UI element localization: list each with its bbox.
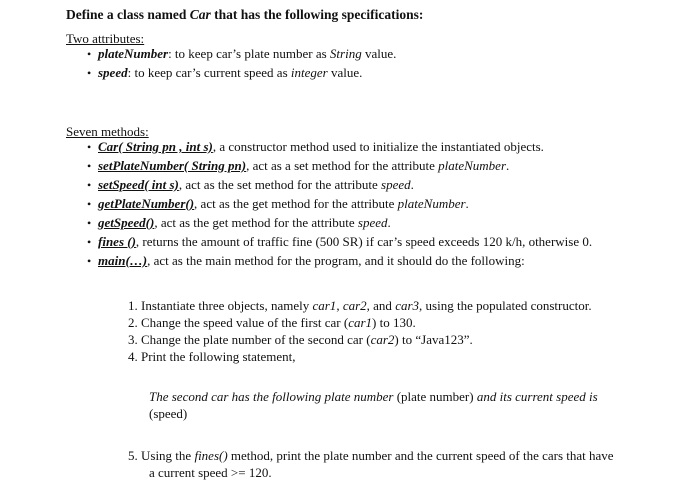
bullet-icon: • — [87, 254, 92, 268]
bullet-icon: • — [87, 140, 92, 154]
step-var: car1 — [312, 298, 337, 313]
method-attr: speed — [381, 177, 411, 192]
method-signature: Car( String pn , int s) — [98, 139, 213, 154]
method-desc-end: . — [410, 177, 414, 192]
step-var: car1 — [348, 315, 373, 330]
method-attr: plateNumber — [438, 158, 507, 173]
step-2 — [128, 315, 416, 331]
method-desc: , act as a set method for the attribute — [246, 158, 439, 173]
attribute-desc-end: value. — [361, 46, 397, 61]
method-desc: , returns the amount of traffic fine (500 SR) if car’s speed exceeds 120 k/h, otherwise 0. — [135, 234, 593, 249]
step-text: 3. Change the plate number of the second car ( — [128, 332, 371, 347]
statement-line-1 — [149, 389, 598, 405]
bullet-icon: • — [87, 66, 92, 80]
step-text: ) to 130. — [372, 315, 416, 330]
statement-line-2: (speed) — [149, 406, 188, 421]
step-5-continued: a current speed >= 120. — [149, 465, 272, 480]
attribute-name: speed — [98, 65, 128, 80]
attribute-desc-end: value. — [327, 65, 363, 80]
attribute-type: String — [329, 46, 362, 61]
title-suffix: that has the following specifications: — [210, 7, 424, 22]
method-signature: main(…) — [98, 253, 148, 268]
bullet-icon: • — [87, 216, 92, 230]
attribute-desc: : to keep car’s plate number as — [168, 46, 330, 61]
method-item — [87, 139, 544, 155]
method-desc-end: . — [465, 196, 469, 211]
statement-text: The second car has the following plate number — [149, 389, 394, 404]
step-var: car2 — [342, 298, 367, 313]
attributes-heading: Two attributes: — [66, 31, 145, 46]
method-desc: , act as the set method for the attribute — [178, 177, 382, 192]
method-signature: setSpeed( int s) — [98, 177, 179, 192]
method-signature: fines () — [98, 234, 136, 249]
method-signature: setPlateNumber( String pn) — [98, 158, 247, 173]
method-signature: getPlateNumber() — [98, 196, 195, 211]
method-desc-end: . — [387, 215, 391, 230]
step-5 — [128, 448, 614, 464]
bullet-icon: • — [87, 197, 92, 211]
method-item — [87, 253, 525, 269]
attribute-item — [87, 65, 362, 81]
method-item — [87, 158, 509, 174]
title-prefix: Define a class named — [66, 7, 190, 22]
bullet-icon: • — [87, 159, 92, 173]
step-var: car3 — [395, 298, 420, 313]
method-item — [87, 234, 592, 250]
method-desc: , act as the get method for the attribute — [154, 215, 358, 230]
method-desc: , act as the get method for the attribute — [194, 196, 398, 211]
step-text: 2. Change the speed value of the first car ( — [128, 315, 349, 330]
step-var: car2 — [370, 332, 395, 347]
step-3 — [128, 332, 473, 348]
attribute-type: integer — [290, 65, 328, 80]
methods-heading: Seven methods: — [66, 124, 149, 139]
method-desc: , act as the main method for the program, and it should do the following: — [147, 253, 525, 268]
step-var: fines() — [194, 448, 228, 463]
page-title — [66, 7, 423, 23]
statement-text: and its current speed is — [476, 389, 598, 404]
attribute-desc: : to keep car’s current speed as — [127, 65, 291, 80]
method-desc-end: . — [506, 158, 510, 173]
method-item — [87, 215, 391, 231]
title-classname: Car — [189, 7, 211, 22]
method-attr: speed — [357, 215, 388, 230]
statement-placeholder: (plate number) — [393, 389, 477, 404]
attribute-name: plateNumber — [98, 46, 169, 61]
bullet-icon: • — [87, 47, 92, 61]
method-item — [87, 177, 414, 193]
step-text: 1. Instantiate three objects, namely — [128, 298, 313, 313]
step-text: method, print the plate number and the current speed of the cars that have — [227, 448, 614, 463]
method-signature: getSpeed() — [98, 215, 155, 230]
step-text: ) to “Java123”. — [394, 332, 473, 347]
method-item — [87, 196, 469, 212]
bullet-icon: • — [87, 178, 92, 192]
step-4: 4. Print the following statement, — [128, 349, 296, 364]
attribute-item — [87, 46, 396, 62]
step-text: , and — [366, 298, 396, 313]
step-text: , using the populated constructor. — [419, 298, 592, 313]
method-desc: , a constructor method used to initialize the instantiated objects. — [212, 139, 544, 154]
method-attr: plateNumber — [397, 196, 466, 211]
step-1 — [128, 298, 592, 314]
step-text: 5. Using the — [128, 448, 195, 463]
step-text: , — [336, 298, 343, 313]
bullet-icon: • — [87, 235, 92, 249]
